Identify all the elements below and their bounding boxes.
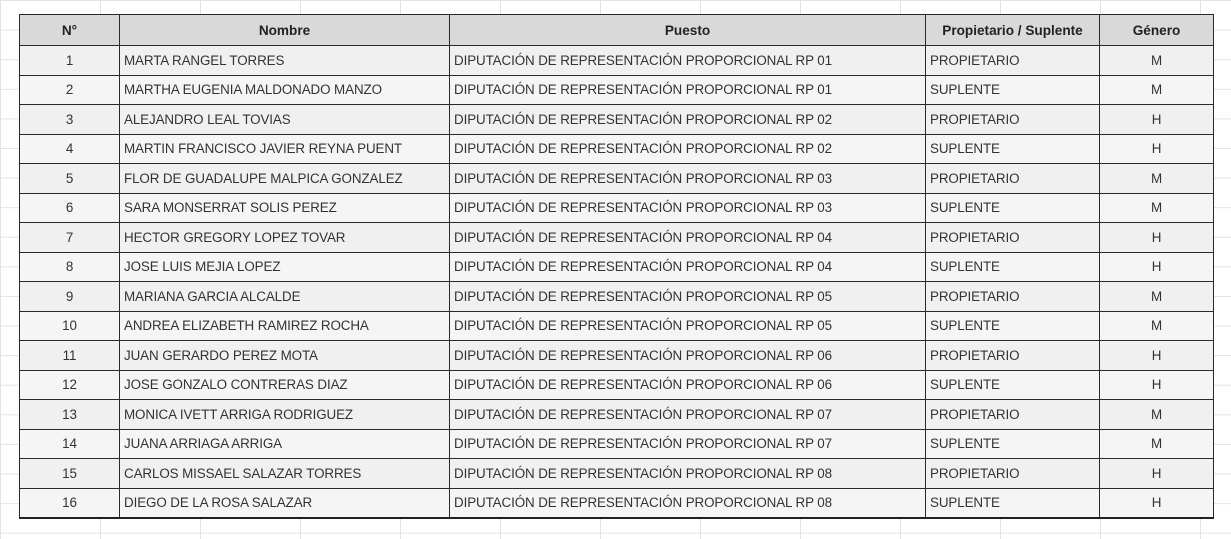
cell-gender[interactable]: M — [1100, 311, 1214, 341]
cell-position[interactable]: DIPUTACIÓN DE REPRESENTACIÓN PROPORCIONAL RP 07 — [450, 429, 926, 459]
table-row — [20, 193, 1214, 223]
cell-position[interactable]: DIPUTACIÓN DE REPRESENTACIÓN PROPORCIONAL RP 04 — [450, 223, 926, 253]
cell-gender[interactable]: M — [1100, 193, 1214, 223]
cell-position[interactable]: DIPUTACIÓN DE REPRESENTACIÓN PROPORCIONAL RP 04 — [450, 252, 926, 282]
cell-role[interactable]: SUPLENTE — [926, 488, 1100, 518]
cell-name[interactable]: DIEGO DE LA ROSA SALAZAR — [120, 488, 450, 518]
cell-role[interactable]: PROPIETARIO — [926, 400, 1100, 430]
cell-gender[interactable]: M — [1100, 75, 1214, 105]
table-row — [20, 488, 1214, 518]
cell-role[interactable]: PROPIETARIO — [926, 341, 1100, 371]
table-row — [20, 75, 1214, 105]
table-row — [20, 459, 1214, 489]
cell-role[interactable]: SUPLENTE — [926, 75, 1100, 105]
cell-position[interactable]: DIPUTACIÓN DE REPRESENTACIÓN PROPORCIONAL RP 05 — [450, 282, 926, 312]
cell-position[interactable]: DIPUTACIÓN DE REPRESENTACIÓN PROPORCIONAL RP 08 — [450, 459, 926, 489]
cell-position[interactable]: DIPUTACIÓN DE REPRESENTACIÓN PROPORCIONAL RP 01 — [450, 75, 926, 105]
cell-position[interactable]: DIPUTACIÓN DE REPRESENTACIÓN PROPORCIONAL RP 01 — [450, 46, 926, 76]
cell-gender[interactable]: H — [1100, 370, 1214, 400]
cell-number[interactable]: 16 — [20, 488, 120, 518]
table-row — [20, 105, 1214, 135]
cell-number[interactable]: 9 — [20, 282, 120, 312]
cell-gender[interactable]: H — [1100, 134, 1214, 164]
column-header-role[interactable]: Propietario / Suplente — [926, 15, 1100, 46]
cell-position[interactable]: DIPUTACIÓN DE REPRESENTACIÓN PROPORCIONAL RP 06 — [450, 341, 926, 371]
cell-role[interactable]: SUPLENTE — [926, 252, 1100, 282]
cell-role[interactable]: SUPLENTE — [926, 429, 1100, 459]
cell-gender[interactable]: H — [1100, 105, 1214, 135]
cell-gender[interactable]: M — [1100, 282, 1214, 312]
cell-position[interactable]: DIPUTACIÓN DE REPRESENTACIÓN PROPORCIONAL RP 03 — [450, 193, 926, 223]
table-row — [20, 400, 1214, 430]
cell-number[interactable]: 12 — [20, 370, 120, 400]
table-row — [20, 46, 1214, 76]
cell-name[interactable]: HECTOR GREGORY LOPEZ TOVAR — [120, 223, 450, 253]
header-row — [20, 15, 1214, 46]
cell-name[interactable]: MONICA IVETT ARRIGA RODRIGUEZ — [120, 400, 450, 430]
cell-number[interactable]: 7 — [20, 223, 120, 253]
cell-name[interactable]: JOSE LUIS MEJIA LOPEZ — [120, 252, 450, 282]
cell-name[interactable]: ALEJANDRO LEAL TOVIAS — [120, 105, 450, 135]
cell-name[interactable]: JUAN GERARDO PEREZ MOTA — [120, 341, 450, 371]
cell-gender[interactable]: H — [1100, 252, 1214, 282]
table-row — [20, 341, 1214, 371]
cell-number[interactable]: 14 — [20, 429, 120, 459]
column-header-name[interactable]: Nombre — [120, 15, 450, 46]
cell-name[interactable]: JUANA ARRIAGA ARRIGA — [120, 429, 450, 459]
table-row — [20, 252, 1214, 282]
cell-name[interactable]: MARTIN FRANCISCO JAVIER REYNA PUENT — [120, 134, 450, 164]
cell-gender[interactable]: H — [1100, 488, 1214, 518]
column-header-position[interactable]: Puesto — [450, 15, 926, 46]
cell-gender[interactable]: M — [1100, 429, 1214, 459]
table-row — [20, 164, 1214, 194]
cell-number[interactable]: 15 — [20, 459, 120, 489]
cell-number[interactable]: 4 — [20, 134, 120, 164]
cell-role[interactable]: PROPIETARIO — [926, 459, 1100, 489]
cell-number[interactable]: 6 — [20, 193, 120, 223]
cell-name[interactable]: ANDREA ELIZABETH RAMIREZ ROCHA — [120, 311, 450, 341]
column-header-number[interactable]: N° — [20, 15, 120, 46]
cell-position[interactable]: DIPUTACIÓN DE REPRESENTACIÓN PROPORCIONAL RP 08 — [450, 488, 926, 518]
cell-name[interactable]: FLOR DE GUADALUPE MALPICA GONZALEZ — [120, 164, 450, 194]
cell-name[interactable]: CARLOS MISSAEL SALAZAR TORRES — [120, 459, 450, 489]
table-row — [20, 429, 1214, 459]
cell-role[interactable]: SUPLENTE — [926, 193, 1100, 223]
table-row — [20, 282, 1214, 312]
cell-name[interactable]: JOSE GONZALO CONTRERAS DIAZ — [120, 370, 450, 400]
column-header-gender[interactable]: Género — [1100, 15, 1214, 46]
cell-name[interactable]: SARA MONSERRAT SOLIS PEREZ — [120, 193, 450, 223]
cell-name[interactable]: MARTA RANGEL TORRES — [120, 46, 450, 76]
cell-number[interactable]: 8 — [20, 252, 120, 282]
cell-number[interactable]: 11 — [20, 341, 120, 371]
cell-position[interactable]: DIPUTACIÓN DE REPRESENTACIÓN PROPORCIONAL RP 03 — [450, 164, 926, 194]
table-row — [20, 134, 1214, 164]
cell-gender[interactable]: M — [1100, 46, 1214, 76]
cell-name[interactable]: MARIANA GARCIA ALCALDE — [120, 282, 450, 312]
cell-role[interactable]: PROPIETARIO — [926, 105, 1100, 135]
table-row — [20, 223, 1214, 253]
cell-gender[interactable]: M — [1100, 400, 1214, 430]
cell-gender[interactable]: M — [1100, 164, 1214, 194]
candidates-table-wrapper — [19, 14, 1213, 519]
cell-number[interactable]: 1 — [20, 46, 120, 76]
cell-name[interactable]: MARTHA EUGENIA MALDONADO MANZO — [120, 75, 450, 105]
cell-role[interactable]: PROPIETARIO — [926, 46, 1100, 76]
cell-number[interactable]: 13 — [20, 400, 120, 430]
cell-role[interactable]: SUPLENTE — [926, 311, 1100, 341]
cell-number[interactable]: 3 — [20, 105, 120, 135]
cell-number[interactable]: 10 — [20, 311, 120, 341]
cell-role[interactable]: PROPIETARIO — [926, 223, 1100, 253]
cell-number[interactable]: 5 — [20, 164, 120, 194]
cell-position[interactable]: DIPUTACIÓN DE REPRESENTACIÓN PROPORCIONAL RP 02 — [450, 105, 926, 135]
cell-role[interactable]: SUPLENTE — [926, 134, 1100, 164]
cell-role[interactable]: SUPLENTE — [926, 370, 1100, 400]
candidates-table — [19, 14, 1214, 519]
cell-gender[interactable]: H — [1100, 341, 1214, 371]
table-row — [20, 370, 1214, 400]
cell-role[interactable]: PROPIETARIO — [926, 282, 1100, 312]
cell-position[interactable]: DIPUTACIÓN DE REPRESENTACIÓN PROPORCIONAL RP 02 — [450, 134, 926, 164]
cell-position[interactable]: DIPUTACIÓN DE REPRESENTACIÓN PROPORCIONAL RP 07 — [450, 400, 926, 430]
cell-role[interactable]: PROPIETARIO — [926, 164, 1100, 194]
cell-position[interactable]: DIPUTACIÓN DE REPRESENTACIÓN PROPORCIONAL RP 05 — [450, 311, 926, 341]
cell-position[interactable]: DIPUTACIÓN DE REPRESENTACIÓN PROPORCIONAL RP 06 — [450, 370, 926, 400]
cell-number[interactable]: 2 — [20, 75, 120, 105]
cell-gender[interactable]: H — [1100, 223, 1214, 253]
table-row — [20, 311, 1214, 341]
cell-gender[interactable]: H — [1100, 459, 1214, 489]
